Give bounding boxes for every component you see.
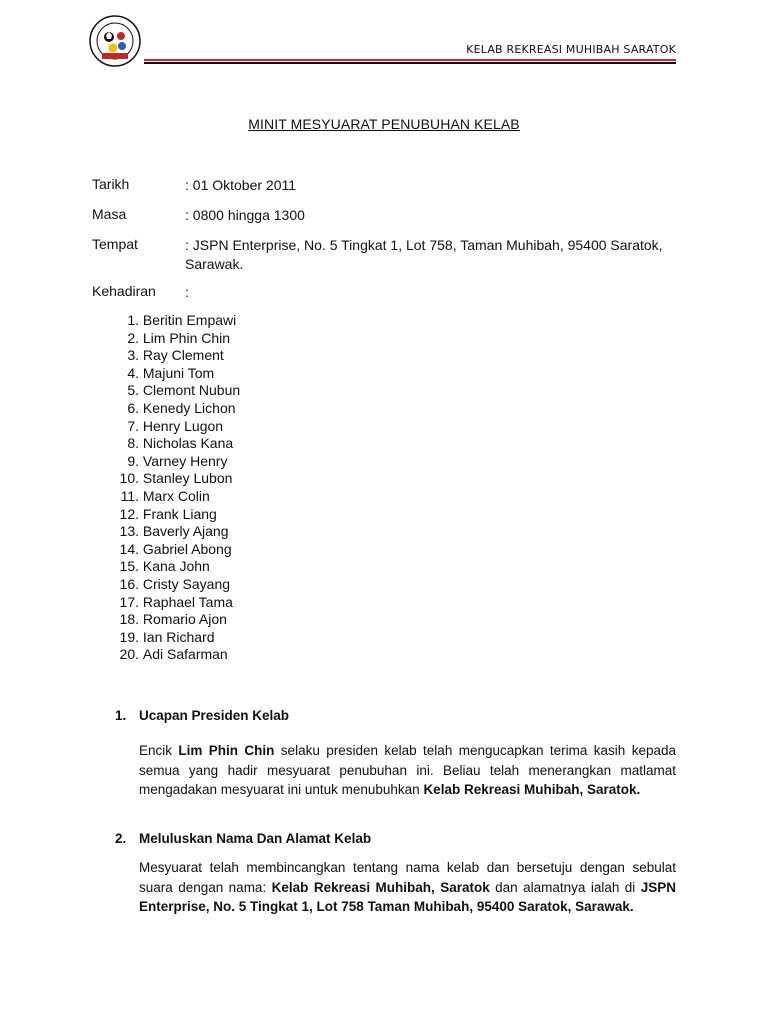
list-item-number: 18. <box>119 611 139 628</box>
list-item <box>103 418 240 436</box>
list-item-name: Kenedy Lichon <box>142 399 236 416</box>
list-item-number: 6. <box>127 399 139 416</box>
attendance-label: Kehadiran <box>92 283 156 299</box>
header-title: KELAB REKREASI MUHIBAH SARATOK <box>466 43 676 56</box>
attendance-value: : <box>185 284 189 300</box>
time-label: Masa <box>92 206 127 222</box>
club-name: Kelab Rekreasi Muhibah, Saratok <box>271 879 490 895</box>
list-item <box>103 506 240 524</box>
paragraph-text: Encik <box>139 743 179 758</box>
list-item-name: Baverly Ajang <box>142 523 229 540</box>
place-value: : JSPN Enterprise, No. 5 Tingkat 1, Lot 758, Taman Muhibah, 95400 Saratok, Sarawak. <box>185 237 663 272</box>
list-item-name: Cristy Sayang <box>142 575 231 592</box>
list-item-number: 10. <box>119 470 139 487</box>
list-item-name: Majuni Tom <box>142 364 215 381</box>
list-item-number: 7. <box>127 417 139 434</box>
list-item <box>103 382 240 400</box>
list-item <box>103 576 240 594</box>
list-item-name: Frank Liang <box>142 505 217 522</box>
list-item-name: Gabriel Abong <box>142 540 232 557</box>
list-item <box>103 435 240 453</box>
list-item <box>103 470 240 488</box>
list-item-name: Stanley Lubon <box>142 470 233 487</box>
section-number: 1. <box>115 708 127 723</box>
list-item-name: Clemont Nubun <box>142 382 241 399</box>
list-item-name: Henry Lugon <box>142 417 224 434</box>
list-item-number: 19. <box>119 628 139 645</box>
list-item <box>103 558 240 576</box>
time-value: : 0800 hingga 1300 <box>185 207 305 223</box>
paragraph-text: Mesyuarat telah membincangkan tentang nama kelab dan bersetuju dengan sebulat suara dengan nama: <box>139 860 676 895</box>
list-item <box>103 365 240 383</box>
date-value: : 01 Oktober 2011 <box>185 177 297 193</box>
list-item <box>103 312 240 330</box>
list-item-number: 14. <box>119 540 139 557</box>
list-item-name: Beritin Empawi <box>142 312 237 328</box>
list-item-number: 13. <box>119 523 139 540</box>
list-item-name: Kana John <box>142 558 210 575</box>
section-1-paragraph <box>139 741 676 800</box>
list-item <box>103 646 240 664</box>
section-2-paragraph <box>139 858 676 917</box>
list-item <box>103 488 240 506</box>
list-item-number: 1. <box>127 312 139 328</box>
list-item-number: 8. <box>127 435 139 452</box>
list-item-name: Romario Ajon <box>142 611 227 628</box>
president-name: Lim Phin Chin <box>178 743 275 758</box>
list-item-name: Adi Safarman <box>142 646 228 663</box>
list-item-name: Ian Richard <box>142 628 215 645</box>
list-item <box>103 400 240 418</box>
list-item-name: Nicholas Kana <box>142 435 234 452</box>
list-item <box>103 594 240 612</box>
list-item-number: 4. <box>127 364 139 381</box>
section-title: Meluluskan Nama Dan Alamat Kelab <box>139 831 372 846</box>
date-label: Tarikh <box>92 176 130 192</box>
list-item <box>103 347 240 365</box>
list-item-name: Lim Phin Chin <box>142 329 231 346</box>
list-item <box>103 629 240 647</box>
section-title: Ucapan Presiden Kelab <box>139 708 290 723</box>
club-address: JSPN Enterprise, No. 5 Tingkat 1, Lot 758 Taman Muhibah, 95400 Saratok, Sarawak. <box>139 879 676 914</box>
section-number: 2. <box>115 831 127 846</box>
list-item <box>103 453 240 471</box>
list-item-number: 2. <box>127 329 139 346</box>
list-item-number: 17. <box>119 593 139 610</box>
list-item-number: 16. <box>119 575 139 592</box>
list-item-number: 11. <box>120 487 139 504</box>
list-item <box>103 611 240 629</box>
list-item <box>103 523 240 541</box>
attendee-list <box>103 312 240 664</box>
list-item-number: 12. <box>119 505 139 522</box>
list-item-name: Marx Colin <box>142 487 210 504</box>
list-item-name: Raphael Tama <box>142 593 233 610</box>
list-item-number: 9. <box>127 452 139 469</box>
header-rule-black <box>144 62 676 64</box>
document-title: MINIT MESYUARAT PENUBUHAN KELAB <box>248 116 520 132</box>
club-name: Kelab Rekreasi Muhibah, Saratok. <box>423 782 641 797</box>
list-item-name: Ray Clement <box>142 347 224 364</box>
place-label: Tempat <box>92 236 138 252</box>
list-item-number: 3. <box>127 347 139 364</box>
club-logo <box>89 15 141 67</box>
paragraph-text: dan alamatnya ialah di <box>489 879 641 895</box>
list-item-name: Varney Henry <box>142 452 228 469</box>
header-rule-red <box>144 59 676 61</box>
paragraph-text: selaku presiden kelab telah mengucapkan terima kasih kepada semua yang hadir mesyuarat penubuhan ini. Beliau telah menerangkan matlamat mengadakan mesyuarat ini untuk menubuhkan <box>139 743 676 797</box>
list-item-number: 20. <box>119 646 139 663</box>
list-item-number: 5. <box>127 382 139 399</box>
list-item <box>103 330 240 348</box>
list-item-number: 15. <box>119 558 139 575</box>
list-item <box>103 541 240 559</box>
